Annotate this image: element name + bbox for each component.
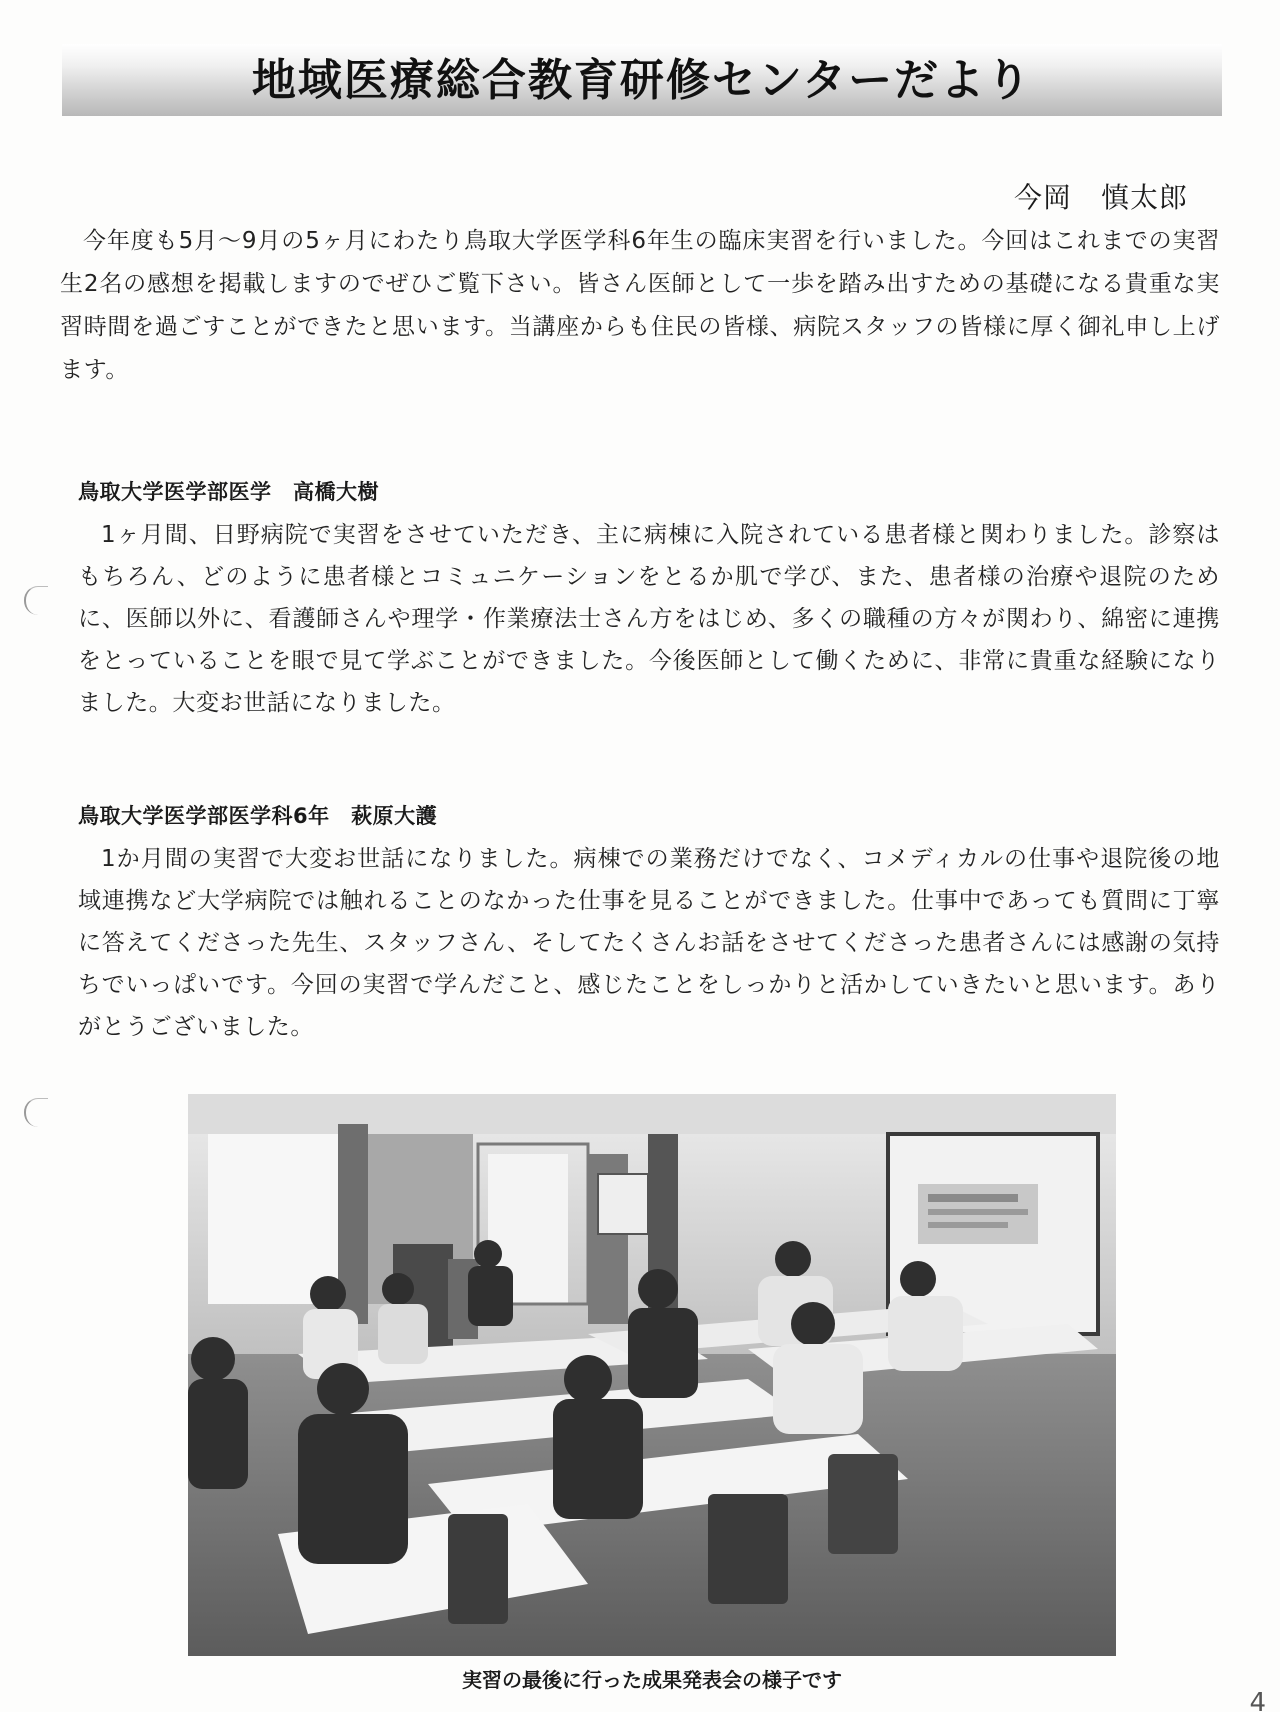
page-number: 4	[1249, 1688, 1266, 1718]
testimonial-heading: 鳥取大学医学部医学科6年 萩原大護	[78, 804, 438, 828]
punch-hole-mark	[24, 586, 48, 615]
author-name: 今岡 慎太郎	[1013, 181, 1188, 214]
page-title: 地域医療総合教育研修センターだより	[251, 55, 1033, 106]
presentation-photo	[188, 1094, 1116, 1656]
testimonial-section-1	[78, 476, 1220, 724]
title-banner	[62, 44, 1222, 116]
punch-hole-mark	[24, 1098, 48, 1127]
intro-paragraph: 今年度も5月〜9月の5ヶ月にわたり鳥取大学医学科6年生の臨床実習を行いました。今回はこれまでの実習生2名の感想を掲載しますのでぜひご覧下さい。皆さん医師として一歩を踏み出すための基礎になる貴重な実習時間を過ごすことができたと思います。当講座からも住民の皆様、病院スタッフの皆様に厚く御礼申し上げます。	[60, 228, 1220, 383]
testimonial-heading: 鳥取大学医学部医学 高橋大樹	[78, 480, 379, 504]
testimonial-body: 1か月間の実習で大変お世話になりました。病棟での業務だけでなく、コメディカルの仕事や退院後の地域連携など大学病院では触れることのなかった仕事を見ることができました。仕事中であっても質問に丁寧に答えてくださった先生、スタッフさん、そしてたくさんお話をさせてくださった患者さんには感謝の気持ちでいっぱいです。今回の実習で学んだこと、感じたことをしっかりと活かしていきたいと思います。ありがとうございました。	[78, 846, 1220, 1040]
testimonial-body: 1ヶ月間、日野病院で実習をさせていただき、主に病棟に入院されている患者様と関わりました。診察はもちろん、どのように患者様とコミュニケーションをとるか肌で学び、また、患者様の治療や退院のために、医師以外に、看護師さんや理学・作業療法士さん方をはじめ、多くの職種の方々が関わり、綿密に連携をとっていることを眼で見て学ぶことができました。今後医師として働くために、非常に貴重な経験になりました。大変お世話になりました。	[78, 522, 1220, 716]
classroom-photo-illustration	[188, 1094, 1116, 1656]
testimonial-section-2	[78, 800, 1220, 1048]
photo-caption: 実習の最後に行った成果発表会の様子です	[462, 1668, 842, 1692]
